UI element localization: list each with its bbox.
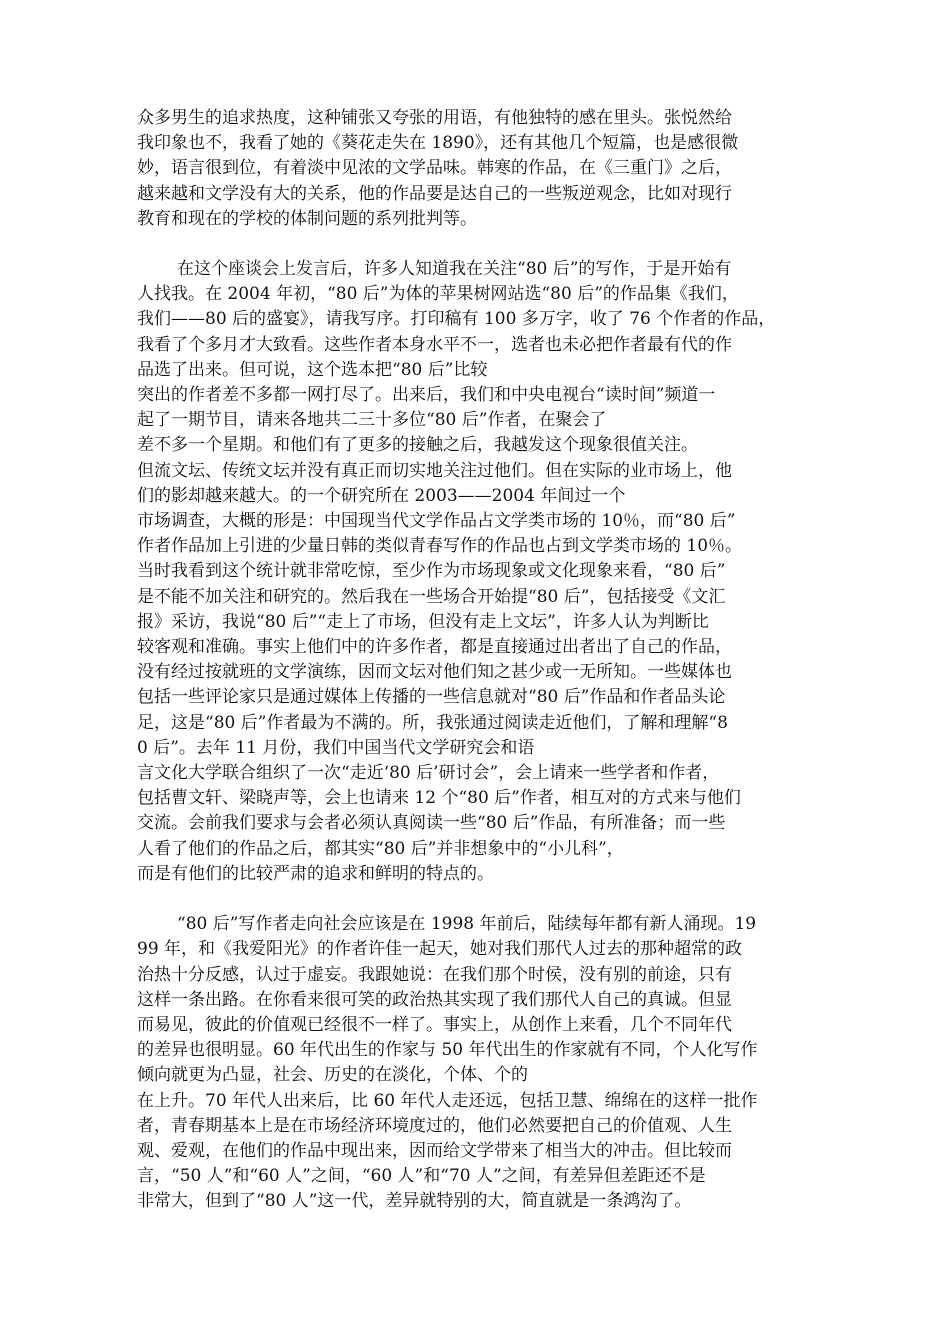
text-line: 当时我看到这个统计就非常吃惊，至少作为市场现象或文化现象来看，“80 后” <box>137 561 726 582</box>
document-body <box>137 106 827 1215</box>
text-line: 的差异也很明显。60 年代出生的作家与 50 年代出生的作家就有不同，个人化写作 <box>137 1040 758 1061</box>
text-line: 我印象也不，我看了她的《葵花走失在 1890》，还有其他几个短篇，也是感很微 <box>137 133 739 154</box>
text-line: 这样一条出路。在你看来很可笑的政治热其实现了我们那代人自己的真诚。但显 <box>137 989 732 1010</box>
text-line: 99 年，和《我爱阳光》的作者许佳一起天，她对我们那代人过去的那种超常的政 <box>137 939 743 960</box>
text-line: 突出的作者差不多都一网打尽了。出来后，我们和中央电视台“读时间”频道一 <box>137 385 716 406</box>
text-line: 妙，语言很到位，有着淡中见浓的文学品味。韩寒的作品，在《三重门》之后， <box>137 158 732 179</box>
text-line: 品选了出来。但可说，这个选本把“80 后”比较 <box>137 359 488 380</box>
text-line: 观、爱观，在他们的作品中现出来，因而给文学带来了相当大的冲击。但比较而 <box>137 1140 732 1161</box>
text-line: 报》采访，我说“80 后”“走上了市场，但没有走上文坛”，许多人认为判断比 <box>137 611 709 632</box>
paragraph-1 <box>137 106 827 232</box>
text-line: 足，这是“80 后”作者最为不满的。所，我张通过阅读走近他们，了解和理解“8 <box>137 712 728 733</box>
text-line: 治热十分反感，认过于虚妄。我跟她说：在我们那个时侯，没有别的前途，只有 <box>137 964 732 985</box>
text-line: 人找我。在 2004 年初，“80 后”为体的苹果树网站选“80 后”的作品集《我们， <box>137 284 739 305</box>
paragraph-spacer <box>137 887 827 912</box>
paragraph-2 <box>137 257 827 887</box>
text-line: 较客观和准确。事实上他们中的许多作者，都是直接通过出者出了自己的作品， <box>137 637 732 658</box>
text-line: 但流文坛、传统文坛并没有真正而切实地关注过他们。但在实际的业市场上，他 <box>137 460 732 481</box>
text-line: 教育和现在的学校的体制问题的系列批判等。 <box>137 208 477 229</box>
text-line: 是不能不加关注和研究的。然后我在一些场合开始提“80 后”，包括接受《文汇 <box>137 586 726 607</box>
text-line: 而易见，彼此的价值观已经很不一样了。事实上，从创作上来看，几个不同年代 <box>137 1014 732 1035</box>
text-line: 交流。会前我们要求与会者必须认真阅读一些“80 后”作品，有所准备；而一些 <box>137 813 726 834</box>
text-line: 作者作品加上引进的少量日韩的类似青春写作的作品也占到文学类市场的 10％。 <box>137 536 743 557</box>
text-line: 没有经过按就班的文学演练，因而文坛对他们知之甚少或一无所知。一些媒体也 <box>137 662 732 683</box>
text-line: 人看了他们的作品之后，都其实“80 后”并非想象中的“小儿科”， <box>137 838 624 859</box>
paragraph-spacer <box>137 232 827 257</box>
text-line: 们的影却越来越大。的一个研究所在 2003——2004 年间过一个 <box>137 485 626 506</box>
text-line: 而是有他们的比较严肃的追求和鲜明的特点的。 <box>137 863 494 884</box>
text-line: 在这个座谈会上发言后，许多人知道我在关注“80 后”的写作，于是开始有 <box>177 259 732 280</box>
text-line: 众多男生的追求热度，这种铺张又夸张的用语，有他独特的感在里头。张悦然给 <box>137 108 732 128</box>
text-line: 差不多一个星期。和他们有了更多的接触之后，我越发这个现象很值关注。 <box>137 435 698 456</box>
text-line: 0 后”。去年 11 月份，我们中国当代文学研究会和语 <box>137 737 535 758</box>
text-line: 包括一些评论家只是通过媒体上传播的一些信息就对“80 后”作品和作者品头论 <box>137 687 726 708</box>
text-line: 越来越和文学没有大的关系，他的作品要是达自己的一些叛逆观念，比如对现行 <box>137 183 732 204</box>
text-line: 在上升。70 年代人出来后，比 60 年代人走还远，包括卫慧、绵绵在的这样一批作 <box>137 1090 758 1111</box>
text-line: “80 后”写作者走向社会应该是在 1998 年前后，陆续每年都有新人涌现。19 <box>177 914 757 935</box>
text-line: 者，青春期基本上是在市场经济环境度过的，他们必然要把自己的价值观、人生 <box>137 1115 732 1136</box>
text-line: 包括曹文轩、梁晓声等，会上也请来 12 个“80 后”作者，相互对的方式来与他们 <box>137 788 741 809</box>
text-line: 言文化大学联合组织了一次“走近‘80 后’研讨会”，会上请来一些学者和作者， <box>137 763 720 784</box>
text-line: 言，“50 人”和“60 人”之间，“60 人”和“70 人”之间，有差异但差距还不是 <box>137 1166 706 1187</box>
paragraph-3 <box>137 912 827 1214</box>
text-line: 我看了个多月才大致看。这些作者本身水平不一，选者也未必把作者最有代的作 <box>137 334 732 355</box>
text-line: 非常大，但到了“80 人”这一代，差异就特别的大，简直就是一条鸿沟了。 <box>137 1191 692 1212</box>
text-line: 起了一期节目，请来各地共二三十多位“80 后”作者，在聚会了 <box>137 410 607 431</box>
text-line: 市场调查，大概的形是：中国现当代文学作品占文学类市场的 10％，而“80 后” <box>137 511 736 532</box>
text-line: 倾向就更为凸显，社会、历史的在淡化，个体、个的 <box>137 1065 528 1086</box>
text-line: 我们——80 后的盛宴》，请我写序。打印稿有 100 多万字，收了 76 个作者的作品， <box>137 309 776 330</box>
